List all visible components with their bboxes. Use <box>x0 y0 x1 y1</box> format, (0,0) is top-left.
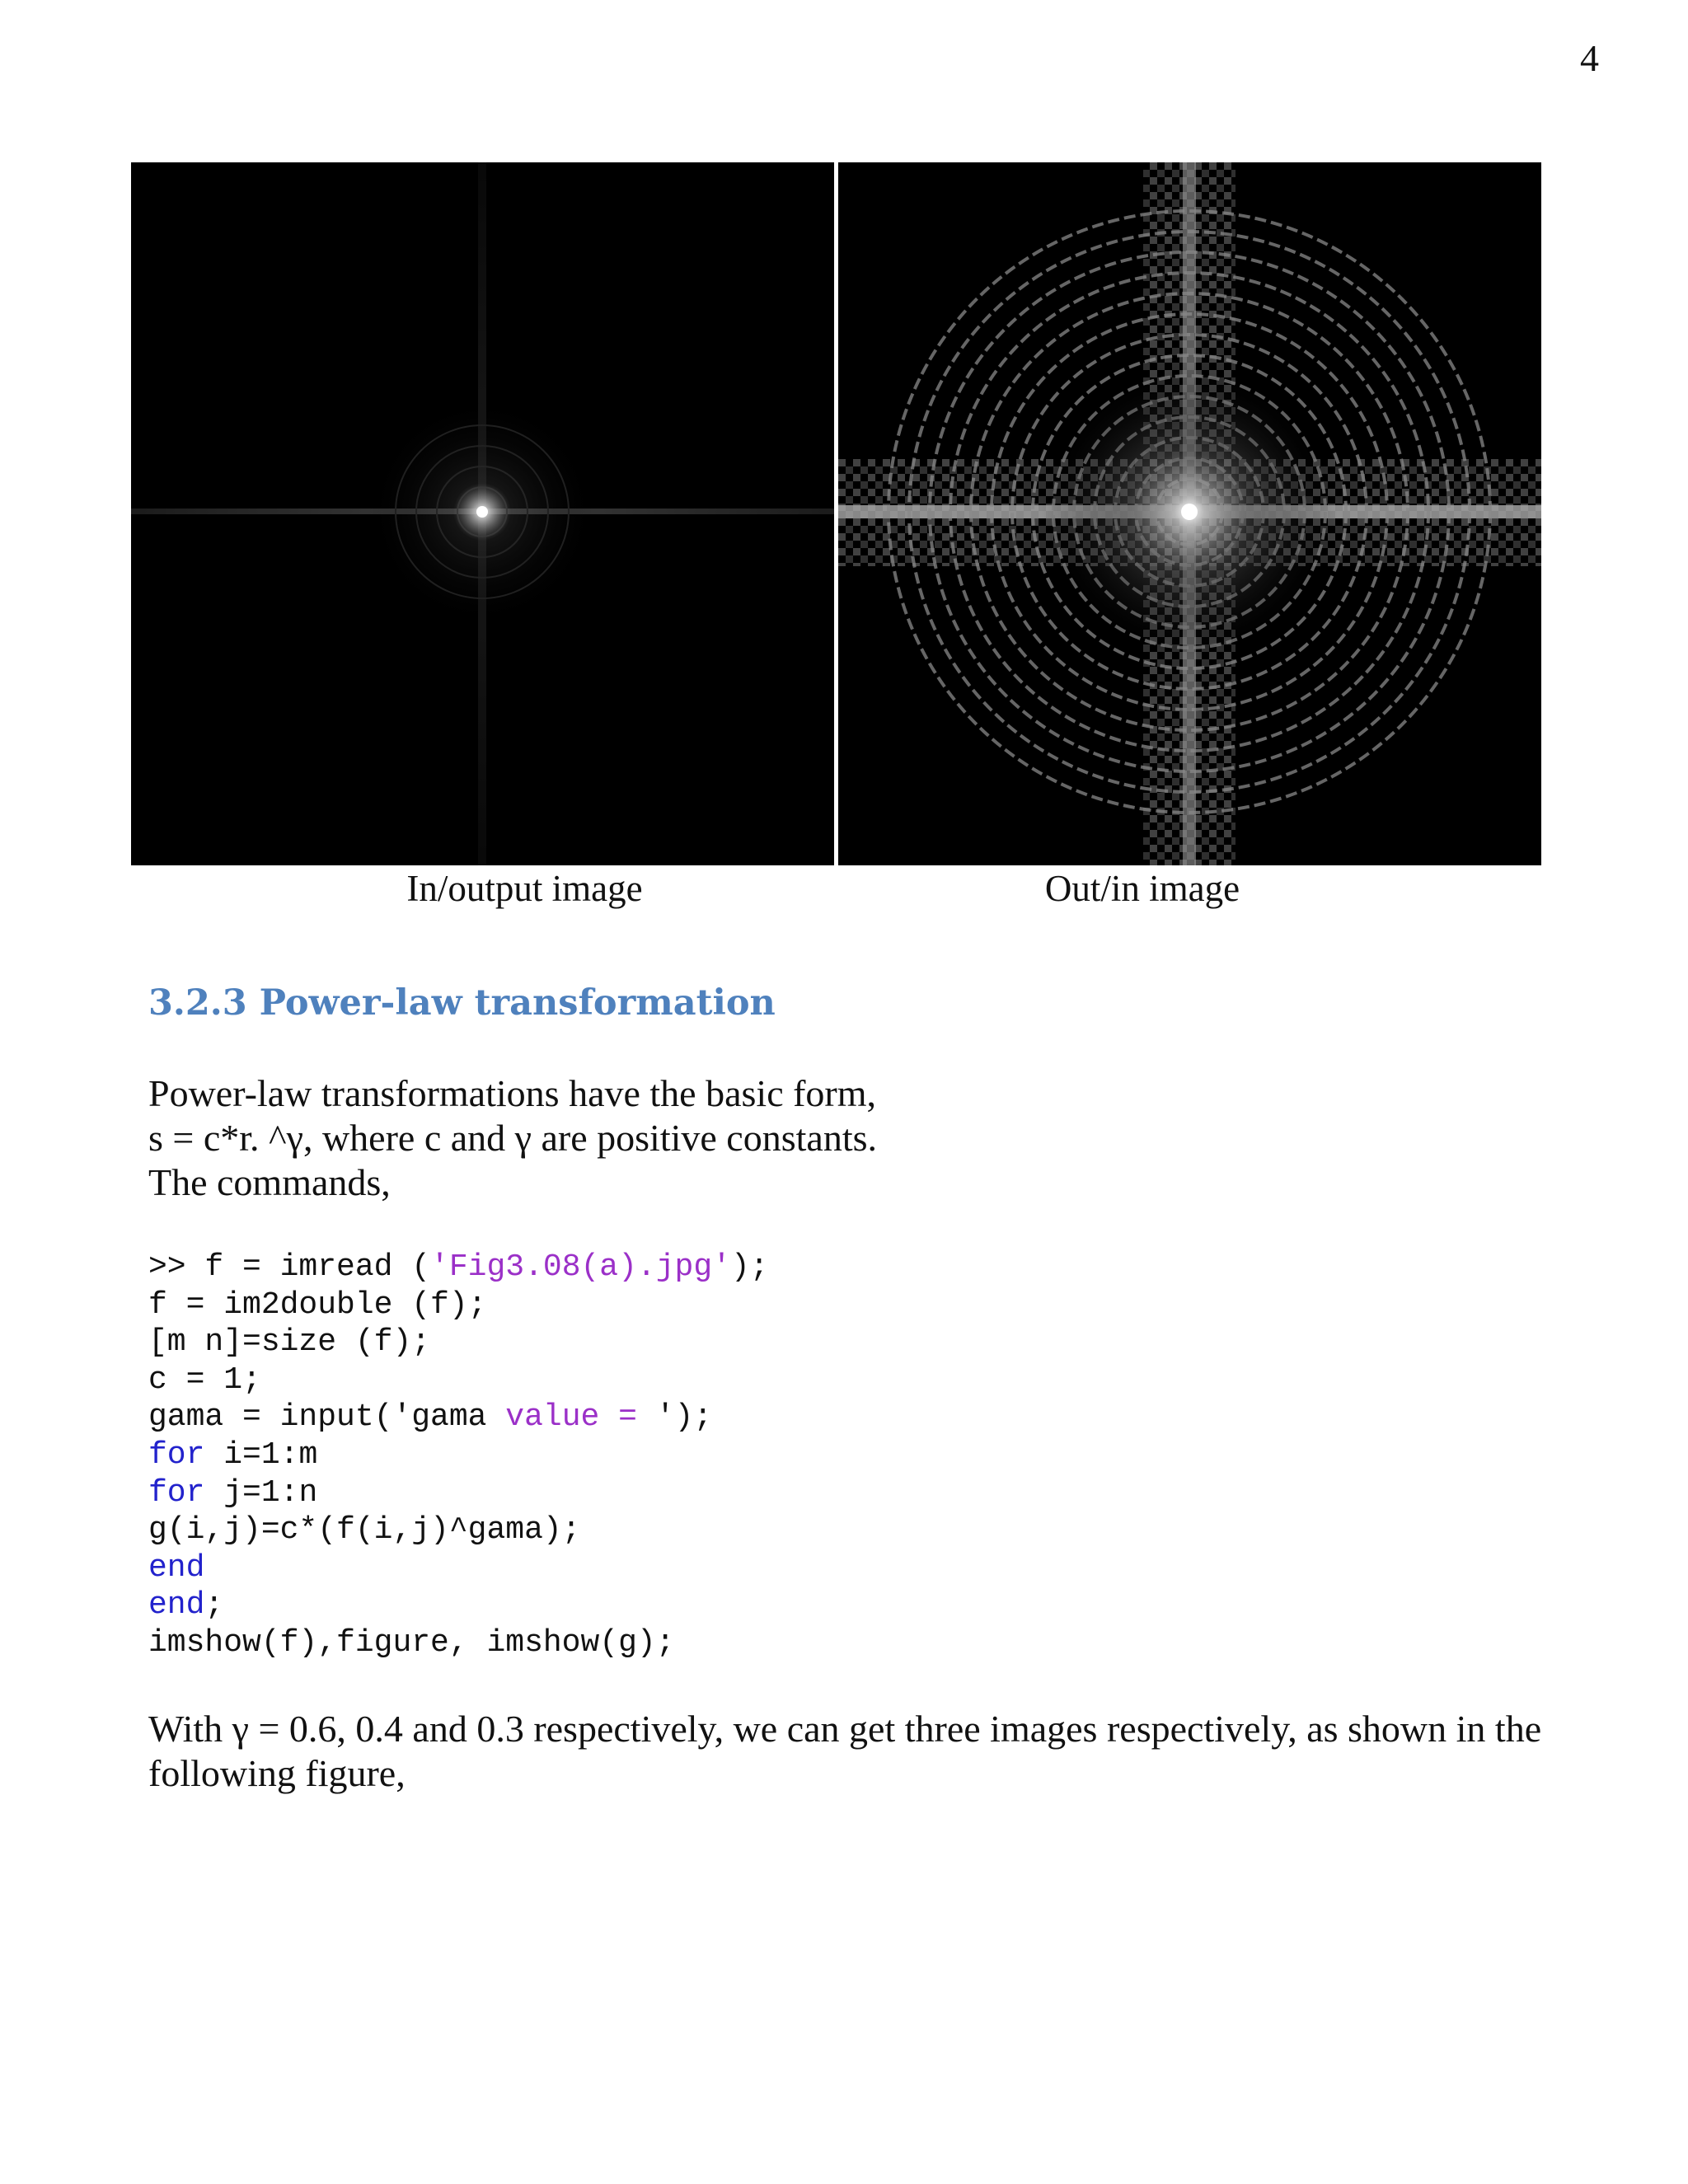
intro-line: The commands, <box>148 1161 391 1203</box>
intro-line: s = c*r. ^γ, where c and γ are positive constants. <box>148 1117 877 1159</box>
code-keyword: end <box>148 1587 205 1624</box>
intro-line: Power-law transformations have the basic form, <box>148 1072 877 1114</box>
left-figure-caption: In/output image <box>406 868 643 909</box>
code-line <box>148 1511 769 1549</box>
code-text: [m n]=size (f); <box>148 1324 431 1361</box>
code-line <box>148 1249 769 1286</box>
code-line <box>148 1286 769 1324</box>
code-keyword: for <box>148 1436 205 1473</box>
code-line <box>148 1361 769 1399</box>
code-text: j=1:n <box>204 1474 318 1511</box>
spectrum-enhanced-graphic <box>838 162 1541 865</box>
code-text: imshow(f),figure, imshow(g); <box>148 1624 675 1661</box>
code-keyword: end <box>148 1549 205 1586</box>
code-line <box>148 1586 769 1624</box>
code-line <box>148 1436 769 1474</box>
code-text: g(i,j)=c*(f(i,j)^gama); <box>148 1512 581 1549</box>
matlab-code-block <box>148 1249 769 1662</box>
spectrum-dark-graphic <box>131 162 834 865</box>
code-text: ; <box>204 1587 224 1624</box>
outro-line: following figure, <box>148 1752 406 1794</box>
code-text: i=1:m <box>204 1436 318 1473</box>
code-text: ); <box>730 1249 769 1285</box>
outro-line: With γ = 0.6, 0.4 and 0.3 respectively, we can get three images respectively, as shown in the <box>148 1708 1542 1750</box>
right-figure-caption: Out/in image <box>1044 868 1240 909</box>
code-line <box>148 1324 769 1361</box>
code-text: '); <box>655 1399 713 1436</box>
code-text: gama = input('gama <box>148 1399 506 1436</box>
section-heading: 3.2.3 Power-law transformation <box>148 982 776 1024</box>
code-string: 'Fig3.08(a).jpg' <box>430 1249 731 1285</box>
code-line <box>148 1549 769 1587</box>
code-line <box>148 1474 769 1512</box>
code-text: f = im2double (f); <box>148 1286 487 1323</box>
spectrum-image-dark <box>131 162 834 865</box>
outro-paragraph <box>148 1707 1582 1796</box>
code-string: value = <box>505 1399 656 1436</box>
spectrum-image-enhanced <box>838 162 1541 865</box>
code-line <box>148 1624 769 1662</box>
figure-row <box>131 162 1541 868</box>
code-text: c = 1; <box>148 1361 261 1398</box>
code-text: >> f = imread ( <box>148 1249 431 1285</box>
intro-paragraph <box>148 1071 1385 1205</box>
code-line <box>148 1399 769 1436</box>
code-keyword: for <box>148 1474 205 1511</box>
page-number: 4 <box>1580 37 1599 79</box>
